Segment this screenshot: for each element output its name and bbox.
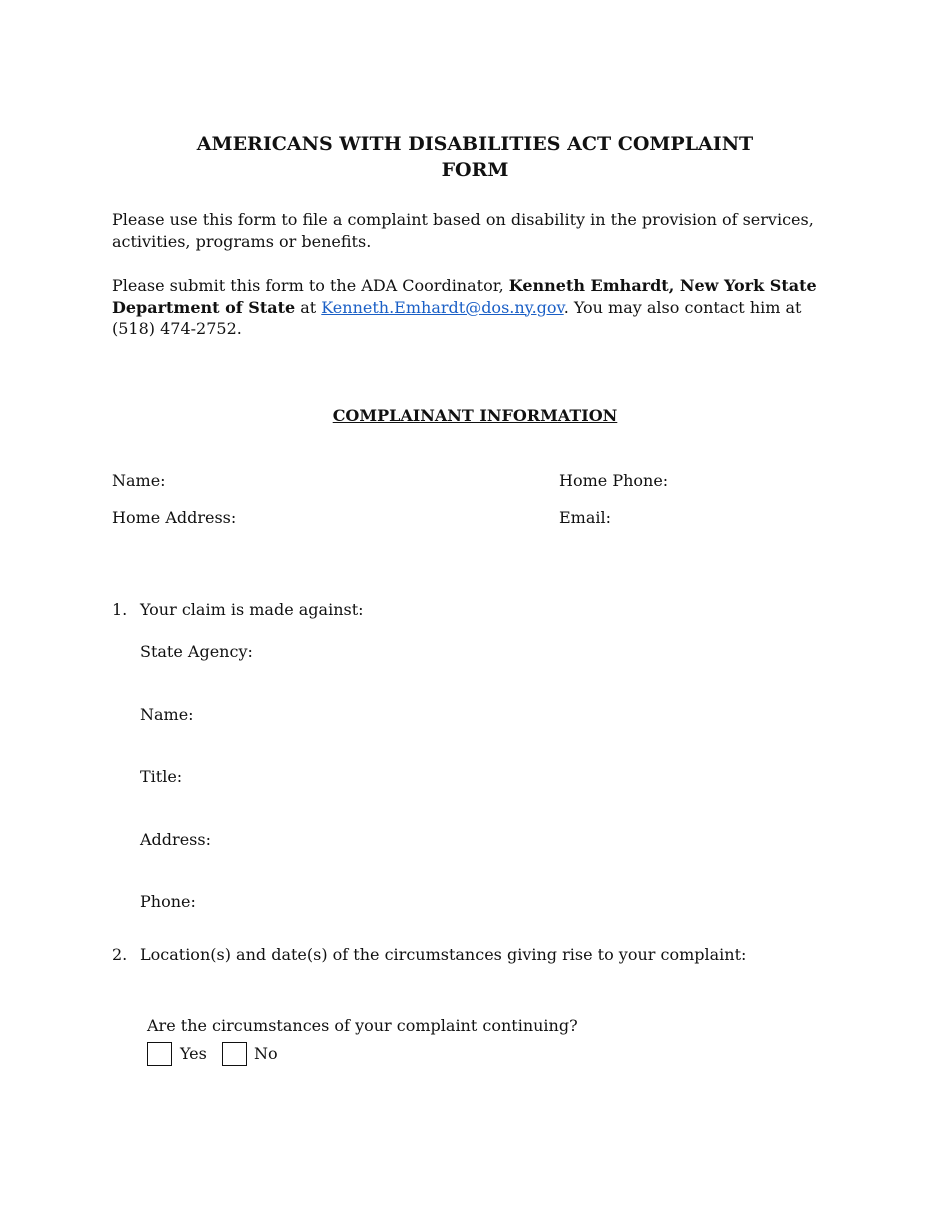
- respondent-title-label: Title:: [140, 767, 183, 786]
- submit-prefix: Please submit this form to the ADA Coordinator,: [112, 276, 509, 295]
- question-1-text: Your claim is made against:: [140, 600, 364, 619]
- yes-label: Yes: [180, 1044, 207, 1063]
- question-2-text: Location(s) and date(s) of the circumstances giving rise to your complaint:: [140, 945, 747, 964]
- coordinator-name: Kenneth Emhardt, New York State Department of State: [112, 276, 817, 317]
- question-2-number: 2.: [112, 945, 128, 964]
- yes-checkbox[interactable]: [147, 1042, 172, 1066]
- state-agency-label: State Agency:: [140, 642, 253, 661]
- continuing-question: Are the circumstances of your complaint continuing?: [147, 1016, 578, 1035]
- respondent-name-label: Name:: [140, 705, 194, 724]
- complainant-info-heading: COMPLAINANT INFORMATION: [332, 406, 618, 425]
- respondent-address-label: Address:: [140, 830, 211, 849]
- question-1-number: 1.: [112, 600, 128, 619]
- intro-paragraph: Please use this form to file a complaint based on disability in the provision of services, activities, programs or benefits.: [112, 210, 814, 251]
- respondent-phone-label: Phone:: [140, 892, 196, 911]
- submit-paragraph: [112, 275, 847, 340]
- coordinator-email-link[interactable]: Kenneth.Emhardt@dos.ny.gov: [321, 297, 564, 317]
- form-title-line-2: FORM: [441, 159, 509, 181]
- submit-at: at: [295, 297, 322, 317]
- complainant-name-label: Name:: [112, 471, 166, 490]
- home-phone-label: Home Phone:: [559, 471, 669, 490]
- form-title-line-1: AMERICANS WITH DISABILITIES ACT COMPLAINT: [196, 133, 754, 155]
- submit-suffix: . You may also contact him at (518) 474-2752.: [112, 297, 802, 338]
- no-label: No: [254, 1044, 278, 1063]
- home-address-label: Home Address:: [112, 508, 237, 527]
- email-label: Email:: [559, 508, 612, 527]
- no-checkbox[interactable]: [222, 1042, 247, 1066]
